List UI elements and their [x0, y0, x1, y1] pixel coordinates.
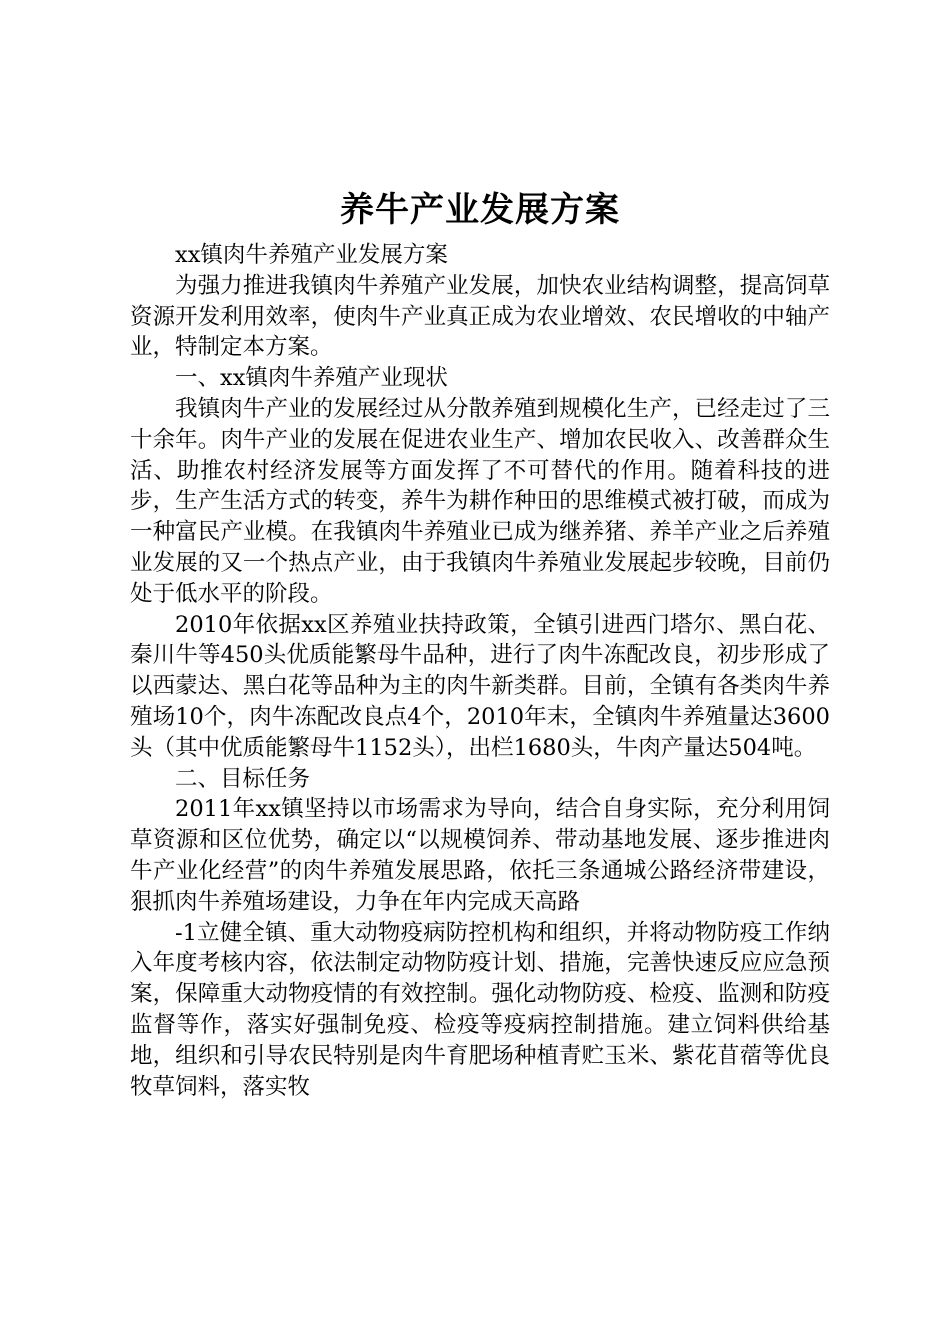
status-paragraph-2: 2010年依据xx区养殖业扶持政策，全镇引进西门塔尔、黑白花、秦川牛等450头优质能繁母牛品种，进行了肉牛冻配改良，初步形成了以西蒙达、黑白花等品种为主的肉牛新类群。目前，全镇有各类肉牛养殖场10个，肉牛冻配改良点4个，2010年末，全镇肉牛养殖量达3600头（其中优质能繁母牛1152头），出栏1680头，牛肉产量达504吨。	[130, 611, 830, 761]
status-paragraph-1: 我镇肉牛产业的发展经过从分散养殖到规模化生产，已经走过了三十余年。肉牛产业的发展在促进农业生产、增加农民收入、改善群众生活、助推农村经济发展等方面发挥了不可替代的作用。随着科技的进步，生产生活方式的转变，养牛为耕作种田的思维模式被打破，而成为一种富民产业模。在我镇肉牛养殖业已成为继养猪、养羊产业之后养殖业发展的又一个热点产业，由于我镇肉牛养殖业发展起步较晚，目前仍处于低水平的阶段。	[130, 395, 830, 607]
section-heading-goals: 二、目标任务	[175, 765, 311, 792]
goals-paragraph-1: 2011年xx镇坚持以市场需求为导向，结合自身实际，充分利用饲草资源和区位优势，确定以“以规模饲养、带动基地发展、逐步推进肉牛产业化经营”的肉牛养殖发展思路，依托三条通城公路经济带建设，狠抓肉牛养殖场建设，力争在年内完成天高路	[130, 796, 830, 915]
goals-paragraph-2: -1立健全镇、重大动物疫病防控机构和组织，并将动物防疫工作纳入年度考核内容，依法制定动物防疫计划、措施，完善快速反应应急预案，保障重大动物疫情的有效控制。强化动物防疫、检疫、监测和防疫监督等作，落实好强制免疫、检疫等疫病控制措施。建立饲料供给基地，组织和引导农民特别是肉牛育肥场种植青贮玉米、紫花苜蓿等优良牧草饲料，落实牧	[130, 919, 830, 1100]
section-heading-status: 一、xx镇肉牛养殖产业现状	[175, 365, 448, 392]
intro-paragraph: 为强力推进我镇肉牛养殖产业发展，加快农业结构调整，提高饲草资源开发利用效率，使肉牛产业真正成为农业增效、农民增收的中轴产业，特制定本方案。	[130, 272, 830, 361]
document-page	[130, 180, 830, 1102]
document-title: 养牛产业发展方案	[340, 190, 620, 230]
document-subtitle: xx镇肉牛养殖产业发展方案	[175, 242, 448, 268]
